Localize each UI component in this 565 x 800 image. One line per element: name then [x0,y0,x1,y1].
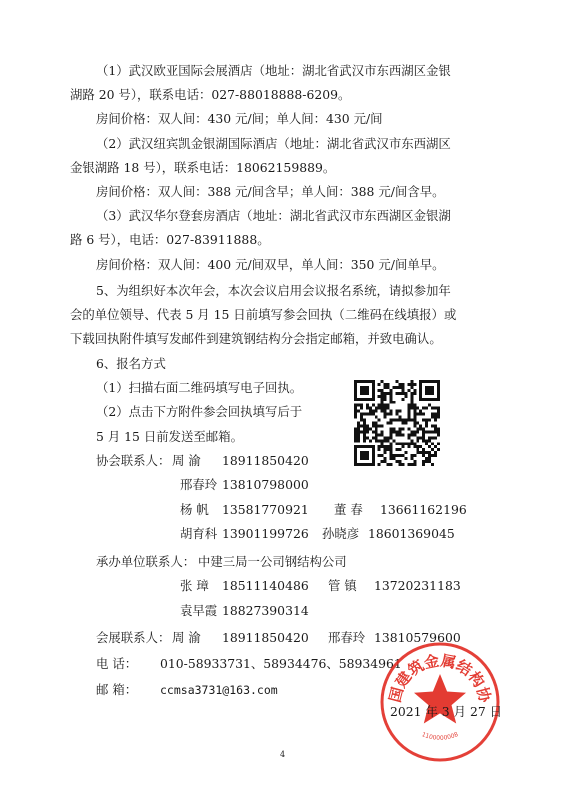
item6-option-2a: （2）点击下方附件参会回执填写后于 [96,404,303,419]
association-contact-6-name: 孙晓彦 [322,526,360,541]
exhibition-contact-2-phone: 13810579600 [374,630,461,645]
organizer-contact-3-phone: 18827390314 [222,603,309,618]
item5-line1: 5、为组织好本次年会，本次会议启用会议报名系统，请拟参加年 [96,283,451,298]
association-contact-2-name: 邢春玲 [180,477,218,492]
item6-option-2b: 5 月 15 日前发送至邮箱。 [96,429,243,444]
association-contact-1-name: 周 渝 [172,453,201,468]
item5-line2: 会的单位领导、代表 5 月 15 日前填写参会回执（二维码在线填报）或 [70,307,457,322]
hotel-2-line2: 金银湖路 18 号），联系电话：18062159889。 [70,160,336,175]
phone-value: 010-58933731、58934476、58934961 [160,656,402,671]
association-label: 协会联系人： [96,453,171,468]
association-contact-3-name: 杨 帆 [180,502,209,517]
phone-label: 电 话： [96,656,138,671]
hotel-1-line1: （1）武汉欧亚国际会展酒店（地址：湖北省武汉市东西湖区金银 [96,63,451,78]
association-contact-5-phone: 13901199726 [222,526,309,541]
organizer-label: 承办单位联系人： [96,554,196,569]
hotel-3-price: 房间价格：双人间：400 元/间双早，单人间：350 元/间单早。 [96,257,445,272]
svg-text:1100000008 [421,731,460,742]
official-seal [378,640,502,764]
association-contact-1-phone: 18911850420 [222,453,309,468]
organizer-company: 中建三局一公司钢结构公司 [198,554,347,569]
association-contact-4-name: 董 春 [334,502,363,517]
official-seal-graphic [378,640,502,764]
email-label: 邮 箱： [96,682,138,697]
qr-code-icon[interactable] [354,380,440,466]
hotel-2-line1: （2）武汉纽宾凯金银湖国际酒店（地址：湖北省武汉市东西湖区 [96,136,451,151]
association-contact-4-phone: 13661162196 [380,502,467,517]
item5-line3: 下载回执附件填写发邮件到建筑钢结构分会指定邮箱，并致电确认。 [70,331,442,346]
hotel-1-price: 房间价格：双人间：430 元/间；单人间：430 元/间 [96,111,383,126]
association-contact-2-phone: 13810798000 [222,477,309,492]
seal-text: 国建筑金属结构协 [385,651,495,705]
organizer-contact-2-phone: 13720231183 [374,578,461,593]
organizer-contact-3-name: 袁早霞 [180,603,218,618]
hotel-3-line2: 路 6 号），电话：027-83911888。 [70,232,270,247]
association-contact-6-phone: 18601369045 [368,526,455,541]
organizer-contact-1-name: 张 璋 [180,578,209,593]
hotel-2-price: 房间价格：双人间：388 元/间含早；单人间：388 元/间含早。 [96,184,445,199]
email-value[interactable]: ccmsa3731@163.com [160,683,278,697]
organizer-contact-1-phone: 18511140486 [222,578,309,593]
qr-code-graphic [354,380,440,466]
item6-option-1: （1）扫描右面二维码填写电子回执。 [96,380,303,395]
exhibition-contact-1-name: 周 渝 [172,630,201,645]
hotel-1-line2: 湖路 20 号），联系电话：027-88018888-6209。 [70,87,351,102]
exhibition-label: 会展联系人： [96,630,171,645]
item6-heading: 6、报名方式 [96,356,166,371]
document-date: 2021 年 3 月 27 日 [390,704,503,719]
association-contact-3-phone: 13581770921 [222,502,309,517]
seal-code: 1100000008 [420,731,460,742]
association-contact-5-name: 胡育科 [180,526,218,541]
exhibition-contact-1-phone: 18911850420 [222,630,309,645]
exhibition-contact-2-name: 邢春玲 [328,630,366,645]
hotel-3-line1: （3）武汉华尔登套房酒店（地址：湖北省武汉市东西湖区金银湖 [96,208,451,223]
page-number: 4 [279,750,286,759]
organizer-contact-2-name: 管 镇 [328,578,357,593]
